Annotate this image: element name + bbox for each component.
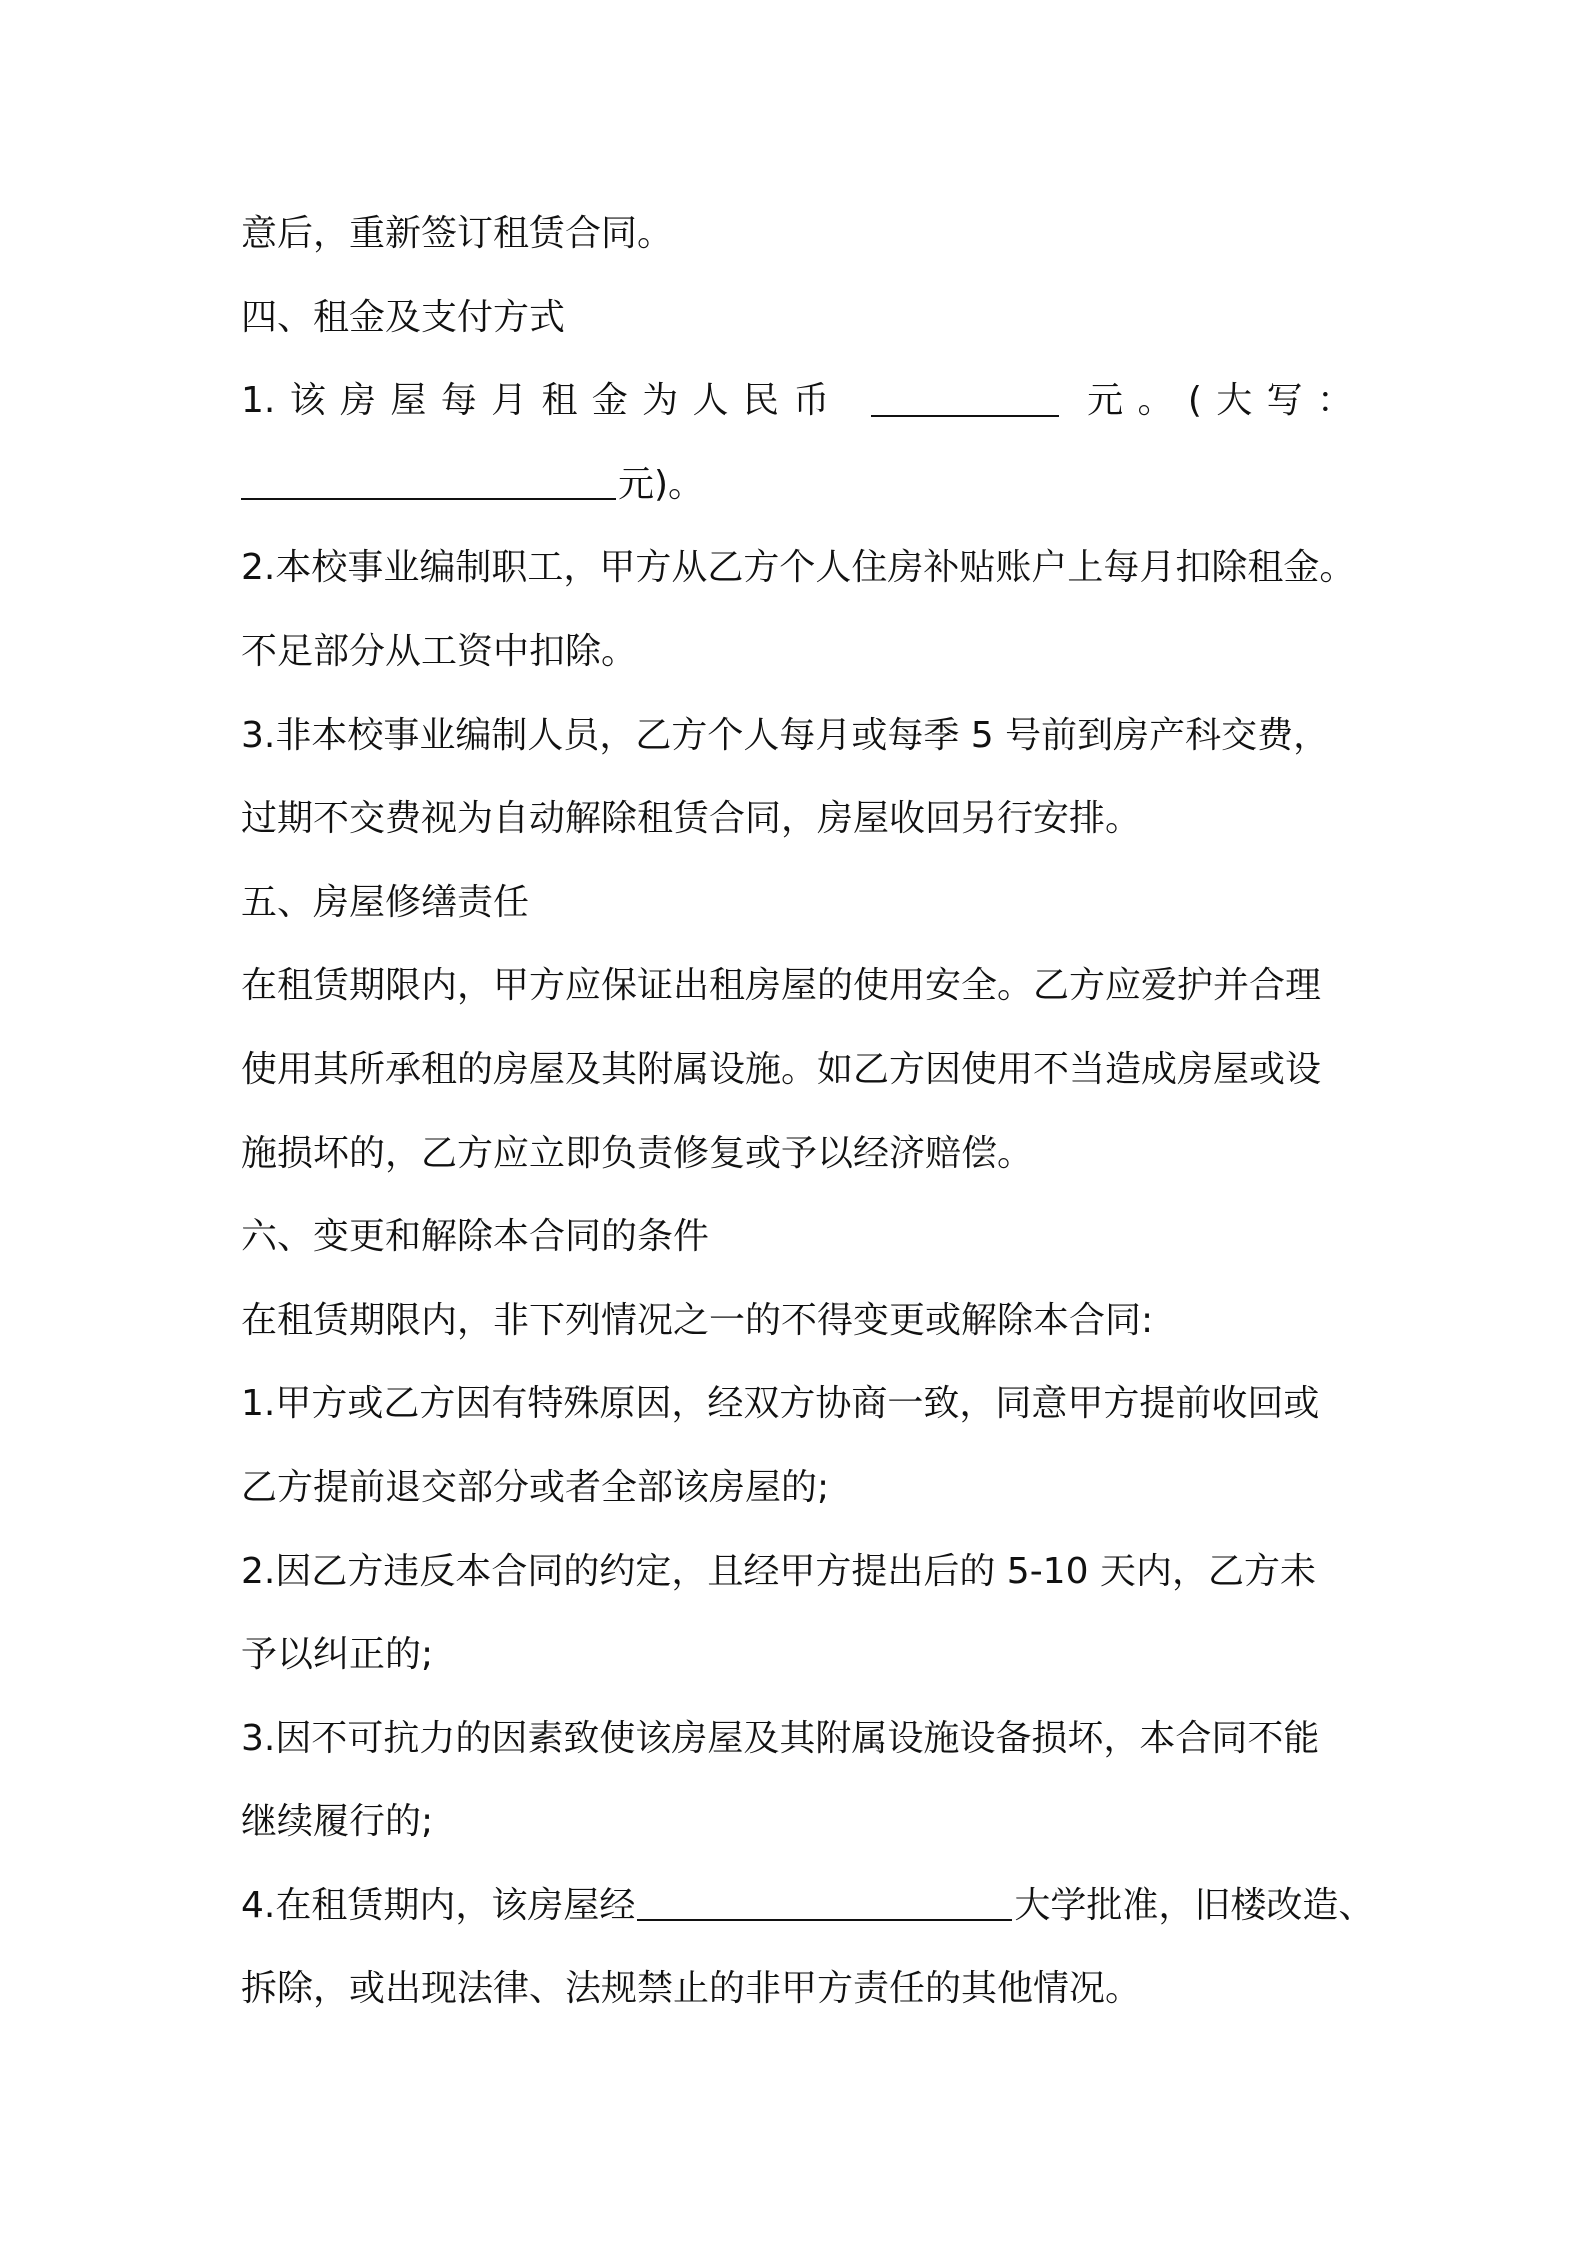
university-approval-line [241, 1864, 1375, 1948]
rent-amount-blank[interactable] [871, 377, 1059, 417]
paragraph-line: 3.非本校事业编制人员，乙方个人每月或每季 5 号前到房产科交费， [241, 714, 1330, 756]
paragraph-line: 2.因乙方违反本合同的约定，且经甲方提出后的 5-10 天内，乙方未 [241, 1550, 1316, 1592]
paragraph-line: 乙方提前退交部分或者全部该房屋的; [241, 1466, 830, 1508]
paragraph-line: 不足部分从工资中扣除。 [241, 630, 638, 672]
section-heading: 四、租金及支付方式 [241, 296, 566, 338]
paragraph-line: 意后，重新签订租赁合同。 [241, 213, 674, 254]
paragraph-line: 施损坏的，乙方应立即负责修复或予以经济赔偿。 [241, 1132, 1034, 1174]
paragraph-line: 在租赁期限内，甲方应保证出租房屋的使用安全。乙方应爱护并合理 [241, 965, 1322, 1007]
section-heading: 五、房屋修缮责任 [241, 881, 530, 923]
approval-label: 4.在租赁期内，该房屋经 [241, 1884, 636, 1926]
paragraph-line: 予以纠正的; [241, 1634, 434, 1676]
rent-capital-suffix: 元)。 [618, 463, 705, 505]
rent-amount-line [241, 359, 1353, 443]
document-body [241, 192, 1375, 2031]
paragraph-line: 拆除，或出现法律、法规禁止的非甲方责任的其他情况。 [241, 1968, 1142, 2010]
paragraph-line: 3.因不可抗力的因素致使该房屋及其附属设施设备损坏，本合同不能 [241, 1717, 1320, 1759]
rent-amount-label: 1.该房屋每月租金为人民币 [241, 380, 844, 422]
approval-suffix: 大学批准，旧楼改造、 [1014, 1884, 1375, 1926]
paragraph-line: 在租赁期限内，非下列情况之一的不得变更或解除本合同: [241, 1299, 1154, 1341]
paragraph-line: 1.甲方或乙方因有特殊原因，经双方协商一致，同意甲方提前收回或 [241, 1383, 1320, 1425]
university-name-blank[interactable] [637, 1881, 1012, 1921]
paragraph-line: 继续履行的; [241, 1801, 434, 1843]
paragraph-line: 2.本校事业编制职工，甲方从乙方个人住房补贴账户上每月扣除租金。 [241, 547, 1356, 589]
rent-capital-blank[interactable] [241, 460, 616, 500]
rent-amount-suffix: 元。(大写： [1087, 380, 1353, 422]
section-heading: 六、变更和解除本合同的条件 [241, 1216, 710, 1258]
paragraph-line: 使用其所承租的房屋及其附属设施。如乙方因使用不当造成房屋或设 [241, 1048, 1322, 1090]
rent-capital-line [241, 443, 1353, 527]
paragraph-line: 过期不交费视为自动解除租赁合同，房屋收回另行安排。 [241, 798, 1142, 840]
